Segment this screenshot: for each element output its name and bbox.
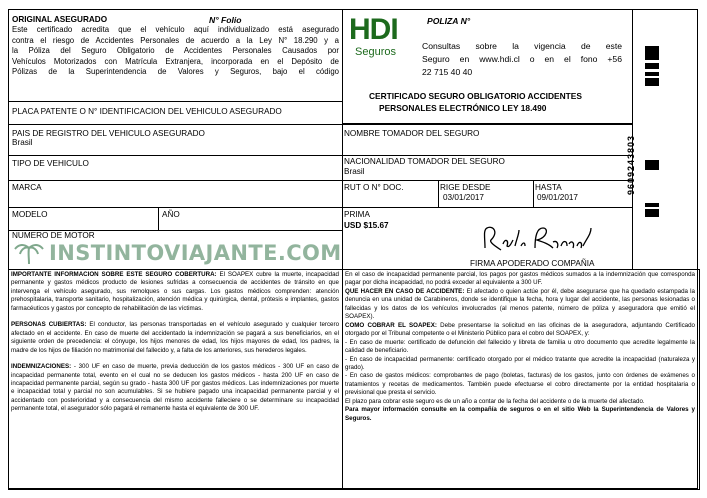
- hasta-value: 09/01/2017: [537, 193, 578, 202]
- right-info-para: [345, 288, 695, 322]
- right-info-para: [345, 356, 695, 373]
- redaction-bar: [645, 203, 659, 207]
- signature: [479, 220, 603, 258]
- certificate-title-2: PERSONALES ELECTRÓNICO LEY 18.490: [379, 103, 547, 113]
- prima-value: USD $15.67: [344, 221, 389, 230]
- intro-line: la Póliza del Seguro Obligatorio de Accidentes Personales Causados por: [12, 46, 339, 55]
- palm-tree-icon: [13, 240, 45, 266]
- right-info-body: - En caso de muerte: certificado de defunción del fallecido y libreta de familia u otro documento que acredite legalmente la calidad de beneficiario.: [345, 338, 695, 355]
- certificate-document: [8, 9, 698, 489]
- contact-line-3: 22 715 40 40: [422, 67, 473, 77]
- left-info-para: [11, 321, 339, 355]
- left-info-heading: INDEMNIZACIONES:: [11, 363, 72, 371]
- right-info-body: El plazo para cobrar este seguro es de un año a contar de la fecha del accidente o de la muerte del afectado.: [345, 397, 645, 405]
- right-info-body: En el caso de incapacidad permanente parcial, los pagos por gastos médicos sumados a la indemnización que corresponda pagar por dicha incapacidad, no podrá exceder al equivalente a 300 UF.: [345, 271, 695, 287]
- right-info-para: [345, 398, 695, 406]
- intro-line: Pólizas de la Superintendencia de Valores y Seguros, bajo el código: [12, 67, 339, 76]
- left-info-body: El conductor, las personas transportadas en el vehículo asegurado y cualquier tercero afectado en el accidente. En caso de muerte del accidentado la indemnización se pagará a sus beneficiarios, en el siguiente orden de precedencia: el cónyuge, los hijos menores de edad, los hijos mayores de edad, los padres, la madre de los hijos de filiación no matrimonial del fallecido y, a falta de los anteriores, sus herederos legales.: [11, 321, 340, 354]
- left-info-text: [11, 271, 339, 422]
- left-info-heading: IMPORTANTE INFORMACION SOBRE ESTE SEGURO COBERTURA:: [11, 271, 217, 278]
- redaction-bar: [645, 63, 659, 69]
- folio-label: N° Folio: [209, 15, 242, 25]
- tipo-label: TIPO DE VEHICULO: [12, 159, 89, 168]
- tomador-label: NOMBRE TOMADOR DEL SEGURO: [344, 129, 480, 138]
- right-info-para: [345, 372, 695, 397]
- left-info-para: [11, 363, 339, 414]
- hdi-logo-subtitle: Seguros: [355, 46, 396, 58]
- hdi-logo: [349, 15, 413, 59]
- ano-cell: [158, 207, 343, 231]
- right-info-heading: Para mayor información consulte en la compañía de seguros o en el sitio Web la Superintendencia de Valores y Seguros.: [345, 406, 695, 422]
- redaction-bar: [645, 160, 659, 170]
- right-info-text: [345, 271, 695, 423]
- right-info-para: [345, 406, 695, 423]
- left-info-body: El SOAPEX cubre la muerte, incapacidad permanente y gastos médicos producto de lesiones sufridas a consecuencia de accidentes de tránsito en que intervenga el vehículo asegurado, sus remolques o sus cargas. Los gastos médicos comprenden: atención prehospitalaria, transporte sanitario, hospitalización, atención médica y quirúrgica, dental, prótesis e implantes, gastos farmacéuticos y gastos por concepto de rehabilitación de las víctimas.: [11, 271, 339, 312]
- hdi-logo-letters: HDI: [349, 13, 398, 46]
- pais-label: PAIS DE REGISTRO DEL VEHICULO ASEGURADO: [12, 129, 205, 138]
- rut-label: RUT O N° DOC.: [344, 183, 404, 192]
- right-info-body: Debe presentarse la solicitud en las oficinas de la aseguradora, adjuntando Certificado otorgado por el Tribunal competente o el Ministerio Público para el cobro del SOAPEX, y:: [345, 321, 695, 338]
- prima-label: PRIMA: [344, 210, 370, 219]
- intro-heading: ORIGINAL ASEGURADO: [12, 15, 108, 24]
- marca-cell: [8, 180, 343, 208]
- right-info-para: [345, 322, 695, 339]
- intro-line: Este certificado acredita que el vehículo aquí individualizado está asegurado: [12, 25, 339, 34]
- redaction-bar: [645, 72, 659, 76]
- right-info-para: [345, 339, 695, 356]
- rige-value: 03/01/2017: [443, 193, 484, 202]
- contact-line-2: Seguro en www.hdi.cl o en el fono +56: [422, 54, 622, 64]
- nacionalidad-value: Brasil: [344, 167, 365, 176]
- hasta-label: HASTA: [535, 183, 562, 192]
- modelo-label: MODELO: [12, 210, 48, 219]
- poliza-label: POLIZA N°: [427, 16, 471, 26]
- watermark: [11, 241, 351, 265]
- left-info-body: - 300 UF en caso de muerte, previa deducción de los gastos médicos - 300 UF en caso de incapacidad permanente total, evento en el cual no se deducen los gastos médicos - hasta 200 UF en caso de incapacidad permanente parcial, según su grado - hasta 300 UF por gastos médicos. Las indemnizaciones por muerte e incapacidad total y parcial no son acumulables. Si se hubiere pagado una incapacidad permanente parcial y el accidentado con posterioridad y a consecuencia del mismo accidente falleciere o se determinare su incapacidad permanente total, el asegurador sólo pagará el remanente hasta el equivalente de 300 UF.: [11, 363, 339, 413]
- intro-text: [12, 25, 339, 78]
- firma-label: FIRMA APODERADO COMPAÑIA: [470, 259, 595, 268]
- side-code: 9609243803: [626, 134, 637, 196]
- marca-label: MARCA: [12, 183, 42, 192]
- certificate-title-1: CERTIFICADO SEGURO OBLIGATORIO ACCIDENTES: [369, 91, 582, 101]
- redaction-bar: [645, 78, 659, 86]
- pais-value: Brasil: [12, 138, 33, 147]
- contact-line-1: Consultas sobre la vigencia de este: [422, 41, 622, 51]
- watermark-text: INSTINTOVIAJANTE.COM: [49, 241, 342, 265]
- intro-line: contra el riesgo de Accidentes Personales de acuerdo a la Ley N° 18.290 y a: [12, 35, 339, 45]
- right-info-heading: QUE HACER EN CASO DE ACCIDENTE:: [345, 287, 465, 295]
- right-info-heading: COMO COBRAR EL SOAPEX:: [345, 321, 437, 329]
- nacionalidad-label: NACIONALIDAD TOMADOR DEL SEGURO: [344, 157, 505, 166]
- redaction-bar: [645, 209, 659, 217]
- left-info-heading: PERSONAS CUBIERTAS:: [11, 321, 87, 329]
- right-info-body: El afectado o quien actúe por él, debe asegurarse que ha quedado estampada la denuncia en una unidad de Carabineros, donde se identifique la fecha, hora y lugar del accidente, las personas lesionadas o fallecidas y los datos de los vehículos involucrados (al menos patente, número de póliza y aseguradora que emitió el SOAPEX).: [345, 287, 695, 321]
- right-info-body: - En caso de incapacidad permanente: certificado otorgado por el médico tratante que acredite la incapacidad (naturaleza y grado).: [345, 355, 695, 371]
- right-info-body: - En caso de gastos médicos: comprobantes de pago (boletas, facturas) de los gastos, junto con órdenes de exámenes o tratamientos y recetas de medicamentos. También puede efectuarse el cobro directamente por la entidad hospitalaria o previsional que presta el servicio.: [345, 372, 695, 397]
- intro-line: Vehículos Motorizados con Matrícula Extranjera, incorporada en el Depósito de: [12, 56, 339, 66]
- placa-label: PLACA PATENTE O N° IDENTIFICACION DEL VEHICULO ASEGURADO: [12, 107, 282, 116]
- redaction-bar: [645, 46, 659, 60]
- ano-label: AÑO: [162, 210, 180, 219]
- motor-label: NUMERO DE MOTOR: [12, 231, 95, 240]
- right-info-para: [345, 271, 695, 288]
- rige-label: RIGE DESDE: [440, 183, 491, 192]
- left-info-para: [11, 271, 339, 313]
